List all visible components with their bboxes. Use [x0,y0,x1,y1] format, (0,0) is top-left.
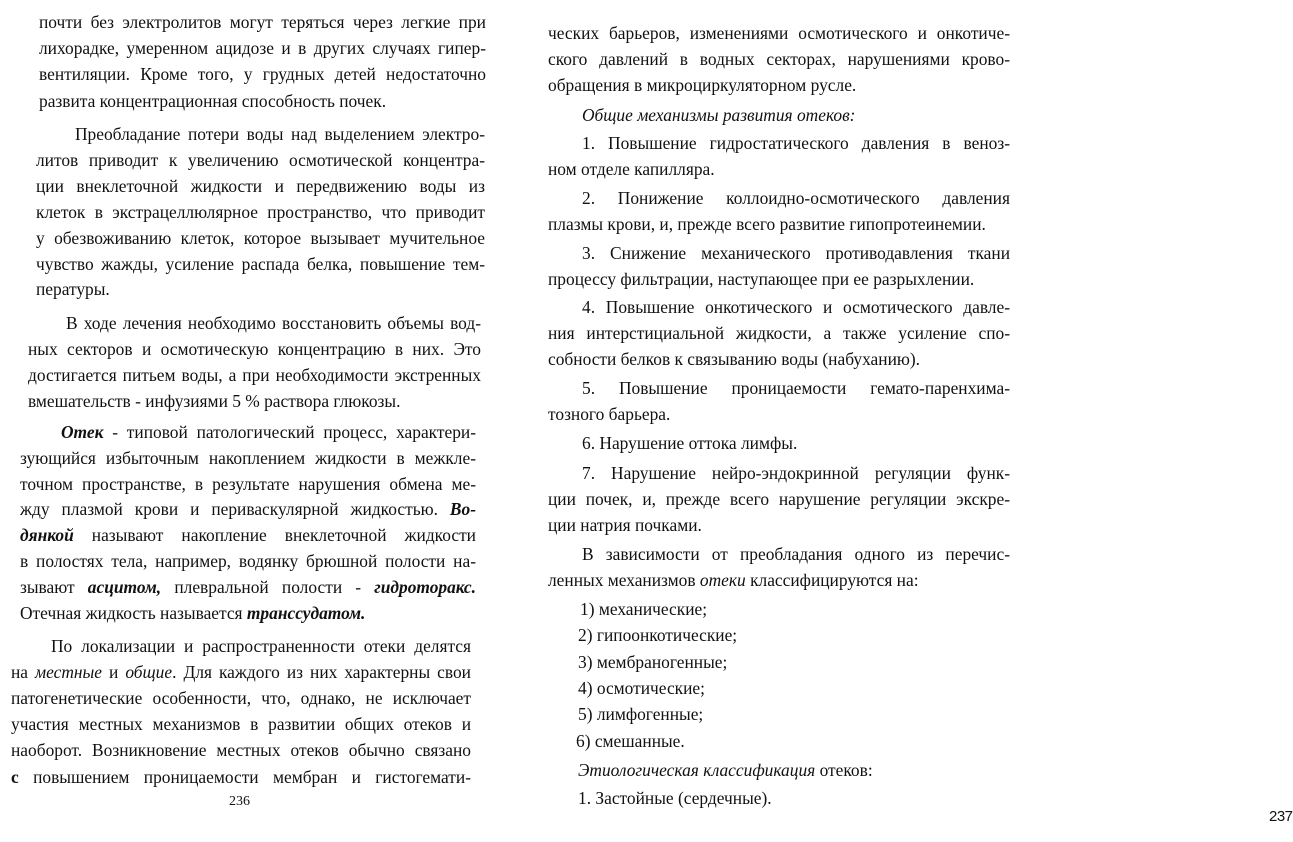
text-line: ции натрия почками. [548,515,702,535]
section-heading: Общие механизмы развития отеков: [582,105,856,125]
text-line: в полостях тела, например, водянку брюшной полости на- [20,551,476,571]
text-line: ческих барьеров, изменениями осмотического и онкотиче- [548,23,1010,43]
text-line: почти без электролитов могут теряться через легкие при [39,12,486,32]
text-line: с повышением проницаемости мембран и гистогемати- [11,767,471,787]
text-line: собности белков к связыванию воды (набуханию). [548,349,921,369]
text-line: пературы. [36,279,110,299]
text-line: наоборот. Возникновение местных отеков обычно связано [11,740,471,760]
left-page [0,0,512,842]
page-number: 237 [1269,808,1293,825]
list-item: 6) смешанные. [576,731,685,751]
text-line: В зависимости от преобладания одного из перечис- [582,544,1010,564]
list-item: 5) лимфогенные; [578,704,704,724]
list-item: 4) осмотические; [578,678,705,698]
term-oteki: отеки [699,570,746,590]
text-line: 3. Снижение механического противодавления ткани [582,243,1010,263]
term-local: местные [35,662,103,682]
text-line: ского давлений в водных секторах, нарушениями крово- [548,49,1010,69]
text-line: процессу фильтрации, наступающее при ее разрыхлении. [548,269,975,289]
text-line: По локализации и распространенности отеки делятся [51,636,471,656]
text-line: ном отделе капилляра. [548,159,715,179]
list-item: 1) механические; [580,599,708,619]
term-otek: Отек [61,422,104,442]
page-number: 236 [229,794,250,809]
text-line: участия местных механизмов в развитии общих отеков и [11,714,471,734]
term-vodyanka-start: Во- [449,499,476,519]
text-line: ния интерстициальной жидкости, а также усиление спо- [548,323,1010,343]
text-line: развита концентрационная способность почек. [39,91,387,111]
text-line: жду плазмой крови и периваскулярной жидкостью. Во- [20,499,476,519]
term-transudate: транссудатом. [246,603,366,623]
text-line: Отек - типовой патологический процесс, характери- [61,422,476,442]
text-line: 4. Повышение онкотического и осмотического давле- [582,297,1010,317]
text-line: вмешательств - инфузиями 5 % раствора глюкозы. [28,391,401,411]
text-line: 5. Повышение проницаемости гемато-паренхима- [582,378,1010,398]
text-line: 1. Повышение гидростатического давления в веноз- [582,133,1010,153]
text-line: достигается питьем воды, а при необходимости экстренных [28,365,481,385]
text-line: дянкой называют накопление внеклеточной жидкости [20,525,476,545]
text-line: тозного барьера. [548,404,671,424]
text-line: В ходе лечения необходимо восстановить объемы вод- [66,313,481,333]
text-line: на местные и общие. Для каждого из них характерны свои [11,662,471,682]
text-line: вентиляции. Кроме того, у грудных детей недостаточно [39,64,486,84]
text-line: зывают асцитом, плевральной полости - гидроторакс. [20,577,476,597]
text-line: клеток в экстрацеллюлярное пространство, что приводит [36,202,485,222]
text-line: обращения в микроциркуляторном русле. [548,75,857,95]
term-vodyanka-end: дянкой [20,525,74,545]
text-line: Отечная жидкость называется транссудатом. [20,603,366,623]
list-item: 2) гипоонкотические; [578,625,738,645]
text-line: Преобладание потери воды над выделением электро- [75,124,485,144]
text-line: у обезвоживанию клеток, которое вызывает мучительное [36,228,485,248]
text-line: ных секторов и осмотическую концентрацию в них. Это [28,339,481,359]
text-line: лихорадке, умеренном ацидозе и в других случаях гипер- [39,38,486,58]
text-line: точном пространстве, в результате нарушения обмена ме- [20,474,476,494]
term-general: общие [125,662,173,682]
text-line: чувство жажды, усиление распада белка, повышение тем- [36,254,485,274]
text-line: зующийся избыточным накоплением жидкости в межкле- [20,448,476,468]
text-line: литов приводит к увеличению осмотической концентра- [36,150,485,170]
text-line: ции внеклеточной жидкости и передвижению воды из [36,176,485,196]
text-line: Этиологическая классификация отеков: [578,760,873,780]
term-hydrothorax: гидроторакс. [374,577,476,597]
text-line: ленных механизмов отеки классифицируются на: [548,570,919,590]
list-item: 3) мембраногенные; [578,652,728,672]
text-line: патогенетические особенности, что, однако, не исключает [11,688,471,708]
text-line: 2. Понижение коллоидно-осмотического давления [582,188,1010,208]
text-line: 1. Застойные (сердечные). [578,788,772,808]
text-line: 6. Нарушение оттока лимфы. [582,433,798,453]
term-etiological: Этиологическая классификация [578,760,816,780]
text-line: ции почек, и, прежде всего нарушение регуляции экскре- [548,489,1010,509]
text-line: 7. Нарушение нейро-эндокринной регуляции функ- [582,463,1010,483]
right-page [512,0,1293,842]
text-line: плазмы крови, и, прежде всего развитие гипопротеинемии. [548,214,986,234]
term-ascites: асцитом, [87,577,162,597]
